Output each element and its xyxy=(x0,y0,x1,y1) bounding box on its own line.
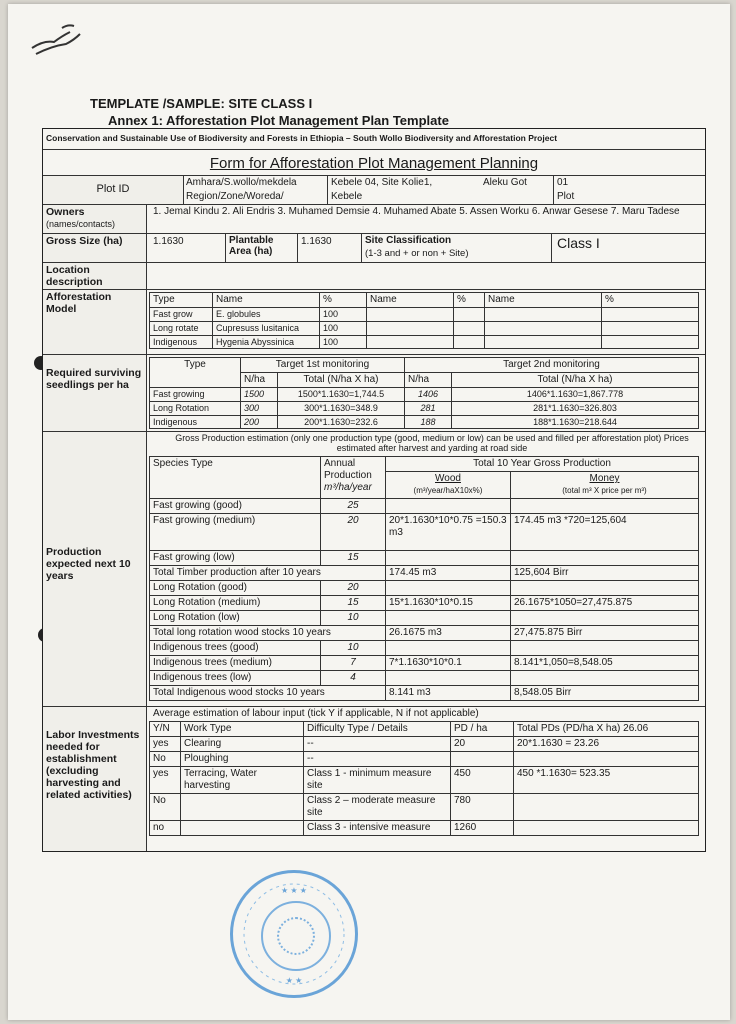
labor-item xyxy=(150,737,699,752)
labor-diff: -- xyxy=(304,737,451,752)
labor-total xyxy=(514,752,699,767)
labor-pd xyxy=(451,752,514,767)
wood-header: Wood (m³/year/haX10x%) xyxy=(386,472,511,499)
labor-work: Ploughing xyxy=(181,752,304,767)
species: Indigenous trees (medium) xyxy=(150,656,321,671)
production-row-item xyxy=(150,596,699,611)
labor-pd: 780 xyxy=(451,794,514,821)
labor-header-cell: Total PDs (PD/ha X ha) 26.06 xyxy=(514,722,699,737)
nha-header: N/ha xyxy=(241,373,278,388)
form-frame xyxy=(42,128,706,852)
seedling-n2: 188 xyxy=(405,415,452,429)
annual: 10 xyxy=(321,641,386,656)
labor-work xyxy=(181,794,304,821)
money: 8.141*1,050=8,548.05 xyxy=(511,656,699,671)
annual: 20 xyxy=(321,581,386,596)
total-header: Total (N/ha X ha) xyxy=(278,373,405,388)
model-pct: 100 xyxy=(320,335,367,349)
site-class-sub: (1-3 and + or non + Site) xyxy=(365,248,469,259)
seedling-type: Long Rotation xyxy=(150,401,241,415)
labor-header-cell: Work Type xyxy=(181,722,304,737)
model-header-cell: Name xyxy=(367,293,454,308)
seedling-n1: 200 xyxy=(241,415,278,429)
species: Fast growing (low) xyxy=(150,551,321,566)
labor-yn: No xyxy=(150,752,181,767)
plot-id-label: Plot ID xyxy=(43,176,184,204)
target2-header: Target 2nd monitoring xyxy=(405,358,699,373)
wood xyxy=(386,611,511,626)
production-row-item xyxy=(150,626,699,641)
annual: 7 xyxy=(321,656,386,671)
total-header: Total (N/ha X ha) xyxy=(452,373,699,388)
labor-header-cell: Y/N xyxy=(150,722,181,737)
model-table xyxy=(149,292,699,349)
official-stamp xyxy=(230,870,358,998)
wood xyxy=(386,551,511,566)
labor-diff: Class 3 - intensive measure xyxy=(304,821,451,836)
production-row-item xyxy=(150,514,699,551)
project-title: Conservation and Sustainable Use of Biodiversity and Forests in Ethiopia – South Wollo Biodiversity and Afforestation Project xyxy=(43,129,705,150)
labor-work: Terracing, Water harvesting xyxy=(181,767,304,794)
owners-label: Owners (names/contacts) xyxy=(43,205,147,233)
species: Long Rotation (good) xyxy=(150,581,321,596)
model-name: E. globules xyxy=(213,308,320,322)
labor-note: Average estimation of labour input (tick Y if applicable, N if not applicable) xyxy=(153,708,479,719)
production-row-item xyxy=(150,671,699,686)
species: Indigenous trees (low) xyxy=(150,671,321,686)
money-header: Money (total m³ X price per m³) xyxy=(511,472,699,499)
wood: 7*1.1630*10*0.1 xyxy=(386,656,511,671)
model-header-cell: % xyxy=(602,293,699,308)
document-page xyxy=(8,4,730,1020)
annual: 15 xyxy=(321,551,386,566)
owners-row xyxy=(43,204,705,233)
money xyxy=(511,611,699,626)
production-note: Gross Production estimation (only one production type (good, medium or low) can be used and filled per afforestation plot) Prices estimated after harvest and yarding at road side xyxy=(175,433,689,453)
labor-total xyxy=(514,794,699,821)
gross-size-label: Gross Size (ha) xyxy=(43,234,147,262)
model-type: Long rotate xyxy=(150,321,213,335)
model-pct: 100 xyxy=(320,321,367,335)
region-value: Amhara/S.wollo/mekdela xyxy=(186,177,297,188)
model-type: Fast grow xyxy=(150,308,213,322)
production-table xyxy=(149,456,699,701)
model-pct: 100 xyxy=(320,308,367,322)
labor-pd: 450 xyxy=(451,767,514,794)
wood xyxy=(386,581,511,596)
labor-work xyxy=(181,821,304,836)
labor-pd: 1260 xyxy=(451,821,514,836)
wood xyxy=(386,499,511,514)
species: Total Indigenous wood stocks 10 years xyxy=(150,686,386,701)
gross-size-row xyxy=(43,233,705,262)
seedling-n2: 1406 xyxy=(405,388,452,402)
annual: 4 xyxy=(321,671,386,686)
plantable-value: 1.1630 xyxy=(301,236,332,247)
production-row-item xyxy=(150,566,699,581)
seedling-n2: 281 xyxy=(405,401,452,415)
model-name: Hygenia Abyssinica xyxy=(213,335,320,349)
production-row-item xyxy=(150,581,699,596)
money xyxy=(511,641,699,656)
wood: 26.1675 m3 xyxy=(386,626,511,641)
kebele-value: Kebele 04, Site Kolie1, xyxy=(331,177,433,188)
labor-table xyxy=(149,721,699,836)
plot-id-row xyxy=(43,175,705,204)
production-row-item xyxy=(150,686,699,701)
production-row-item xyxy=(150,499,699,514)
money: 8,548.05 Birr xyxy=(511,686,699,701)
money xyxy=(511,581,699,596)
seedling-type: Fast growing xyxy=(150,388,241,402)
afforestation-model-row xyxy=(43,289,705,354)
seedling-row xyxy=(150,388,699,402)
seedling-type: Indigenous xyxy=(150,415,241,429)
production-label: Production expected next 10 years xyxy=(43,432,147,706)
annual: 15 xyxy=(321,596,386,611)
annual: 10 xyxy=(321,611,386,626)
labor-item xyxy=(150,821,699,836)
labor-diff: Class 2 – moderate measure site xyxy=(304,794,451,821)
money xyxy=(511,499,699,514)
seedling-n1: 1500 xyxy=(241,388,278,402)
seedling-t2: 281*1.1630=326.803 xyxy=(452,401,699,415)
annual: 20 xyxy=(321,514,386,551)
production-row-item xyxy=(150,656,699,671)
species: Total Timber production after 10 years xyxy=(150,566,386,581)
money xyxy=(511,671,699,686)
annex-heading: Annex 1: Afforestation Plot Management Plan Template xyxy=(108,113,449,128)
handwritten-signature xyxy=(26,18,86,58)
seedlings-label: Required surviving seedlings per ha xyxy=(43,355,147,431)
kebele-label: Kebele xyxy=(331,191,363,202)
svg-text:★ ★: ★ ★ xyxy=(285,976,303,985)
model-header-cell: Type xyxy=(150,293,213,308)
seedlings-row xyxy=(43,354,705,431)
seedling-type-header: Type xyxy=(150,358,241,388)
form-title: Form for Afforestation Plot Management Planning xyxy=(209,155,539,172)
wood xyxy=(386,641,511,656)
labor-total: 20*1.1630 = 23.26 xyxy=(514,737,699,752)
labor-yn: yes xyxy=(150,767,181,794)
production-row-item xyxy=(150,551,699,566)
labor-yn: yes xyxy=(150,737,181,752)
annual: 25 xyxy=(321,499,386,514)
labor-work: Clearing xyxy=(181,737,304,752)
money xyxy=(511,551,699,566)
species: Long Rotation (low) xyxy=(150,611,321,626)
seedling-n1: 300 xyxy=(241,401,278,415)
template-heading: TEMPLATE /SAMPLE: SITE CLASS I xyxy=(90,96,313,111)
gross-size-value: 1.1630 xyxy=(153,236,184,247)
production-row-item xyxy=(150,611,699,626)
production-row xyxy=(43,431,705,706)
seedlings-table xyxy=(149,357,699,429)
model-name: Cupresuss lusitanica xyxy=(213,321,320,335)
species-header: Species Type xyxy=(150,457,321,499)
location-row xyxy=(43,262,705,289)
species: Indigenous trees (good) xyxy=(150,641,321,656)
owners-value: 1. Jemal Kindu 2. Ali Endris 3. Muhamed Demsie 4. Muhamed Abate 5. Assen Worku 6. Anwar Gesese 7. Maru Tadese xyxy=(153,206,680,217)
labor-item xyxy=(150,794,699,821)
site-class-label: Site Classification xyxy=(365,235,452,246)
money: 26.1675*1050=27,475.875 xyxy=(511,596,699,611)
nha-header: N/ha xyxy=(405,373,452,388)
plot-label: Plot xyxy=(557,191,575,202)
plot-value: 01 xyxy=(557,177,569,188)
labor-item xyxy=(150,752,699,767)
target1-header: Target 1st monitoring xyxy=(241,358,405,373)
wood: 20*1.1630*10*0.75 =150.3 m3 xyxy=(386,514,511,551)
labor-yn: No xyxy=(150,794,181,821)
labor-header-cell: Difficulty Type / Details xyxy=(304,722,451,737)
seedling-t1: 200*1.1630=232.6 xyxy=(278,415,405,429)
location-label: Location description xyxy=(43,263,147,289)
labor-total: 450 *1.1630= 523.35 xyxy=(514,767,699,794)
model-row xyxy=(150,321,699,335)
model-type: Indigenous xyxy=(150,335,213,349)
labor-item xyxy=(150,767,699,794)
model-header-cell: % xyxy=(320,293,367,308)
species: Long Rotation (medium) xyxy=(150,596,321,611)
labor-diff: -- xyxy=(304,752,451,767)
region-label: Region/Zone/Woreda/ xyxy=(186,191,284,202)
site-class-value: Class I xyxy=(557,235,600,251)
seedling-row xyxy=(150,415,699,429)
seedling-row xyxy=(150,401,699,415)
seedling-t2: 188*1.1630=218.644 xyxy=(452,415,699,429)
model-header-cell: Name xyxy=(485,293,602,308)
labor-diff: Class 1 - minimum measure site xyxy=(304,767,451,794)
model-header-cell: Name xyxy=(213,293,320,308)
afforestation-model-label: Afforestation Model xyxy=(43,290,147,354)
seedling-t1: 300*1.1630=348.9 xyxy=(278,401,405,415)
labor-yn: no xyxy=(150,821,181,836)
plantable-label: Plantable Area (ha) xyxy=(229,235,274,257)
wood xyxy=(386,671,511,686)
got-value: Aleku Got xyxy=(483,177,527,188)
model-header-row xyxy=(150,293,699,308)
seedling-t2: 1406*1.1630=1,867.778 xyxy=(452,388,699,402)
money: 125,604 Birr xyxy=(511,566,699,581)
labor-row xyxy=(43,706,705,851)
labor-header-cell: PD / ha xyxy=(451,722,514,737)
model-row xyxy=(150,308,699,322)
species: Fast growing (medium) xyxy=(150,514,321,551)
wood: 15*1.1630*10*0.15 xyxy=(386,596,511,611)
species: Total long rotation wood stocks 10 years xyxy=(150,626,386,641)
wood: 174.45 m3 xyxy=(386,566,511,581)
money: 27,475.875 Birr xyxy=(511,626,699,641)
model-row xyxy=(150,335,699,349)
model-header-cell: % xyxy=(454,293,485,308)
svg-text:★ ★ ★: ★ ★ ★ xyxy=(281,886,307,895)
production-row-item xyxy=(150,641,699,656)
labor-total xyxy=(514,821,699,836)
labor-label: Labor Investments needed for establishment (excluding harvesting and related activities) xyxy=(43,707,147,851)
species: Fast growing (good) xyxy=(150,499,321,514)
labor-pd: 20 xyxy=(451,737,514,752)
total10-header: Total 10 Year Gross Production xyxy=(386,457,699,472)
seedling-t1: 1500*1.1630=1,744.5 xyxy=(278,388,405,402)
annual-header: Annual Production m³/ha/year xyxy=(321,457,386,499)
money: 174.45 m3 *720=125,604 xyxy=(511,514,699,551)
wood: 8.141 m3 xyxy=(386,686,511,701)
